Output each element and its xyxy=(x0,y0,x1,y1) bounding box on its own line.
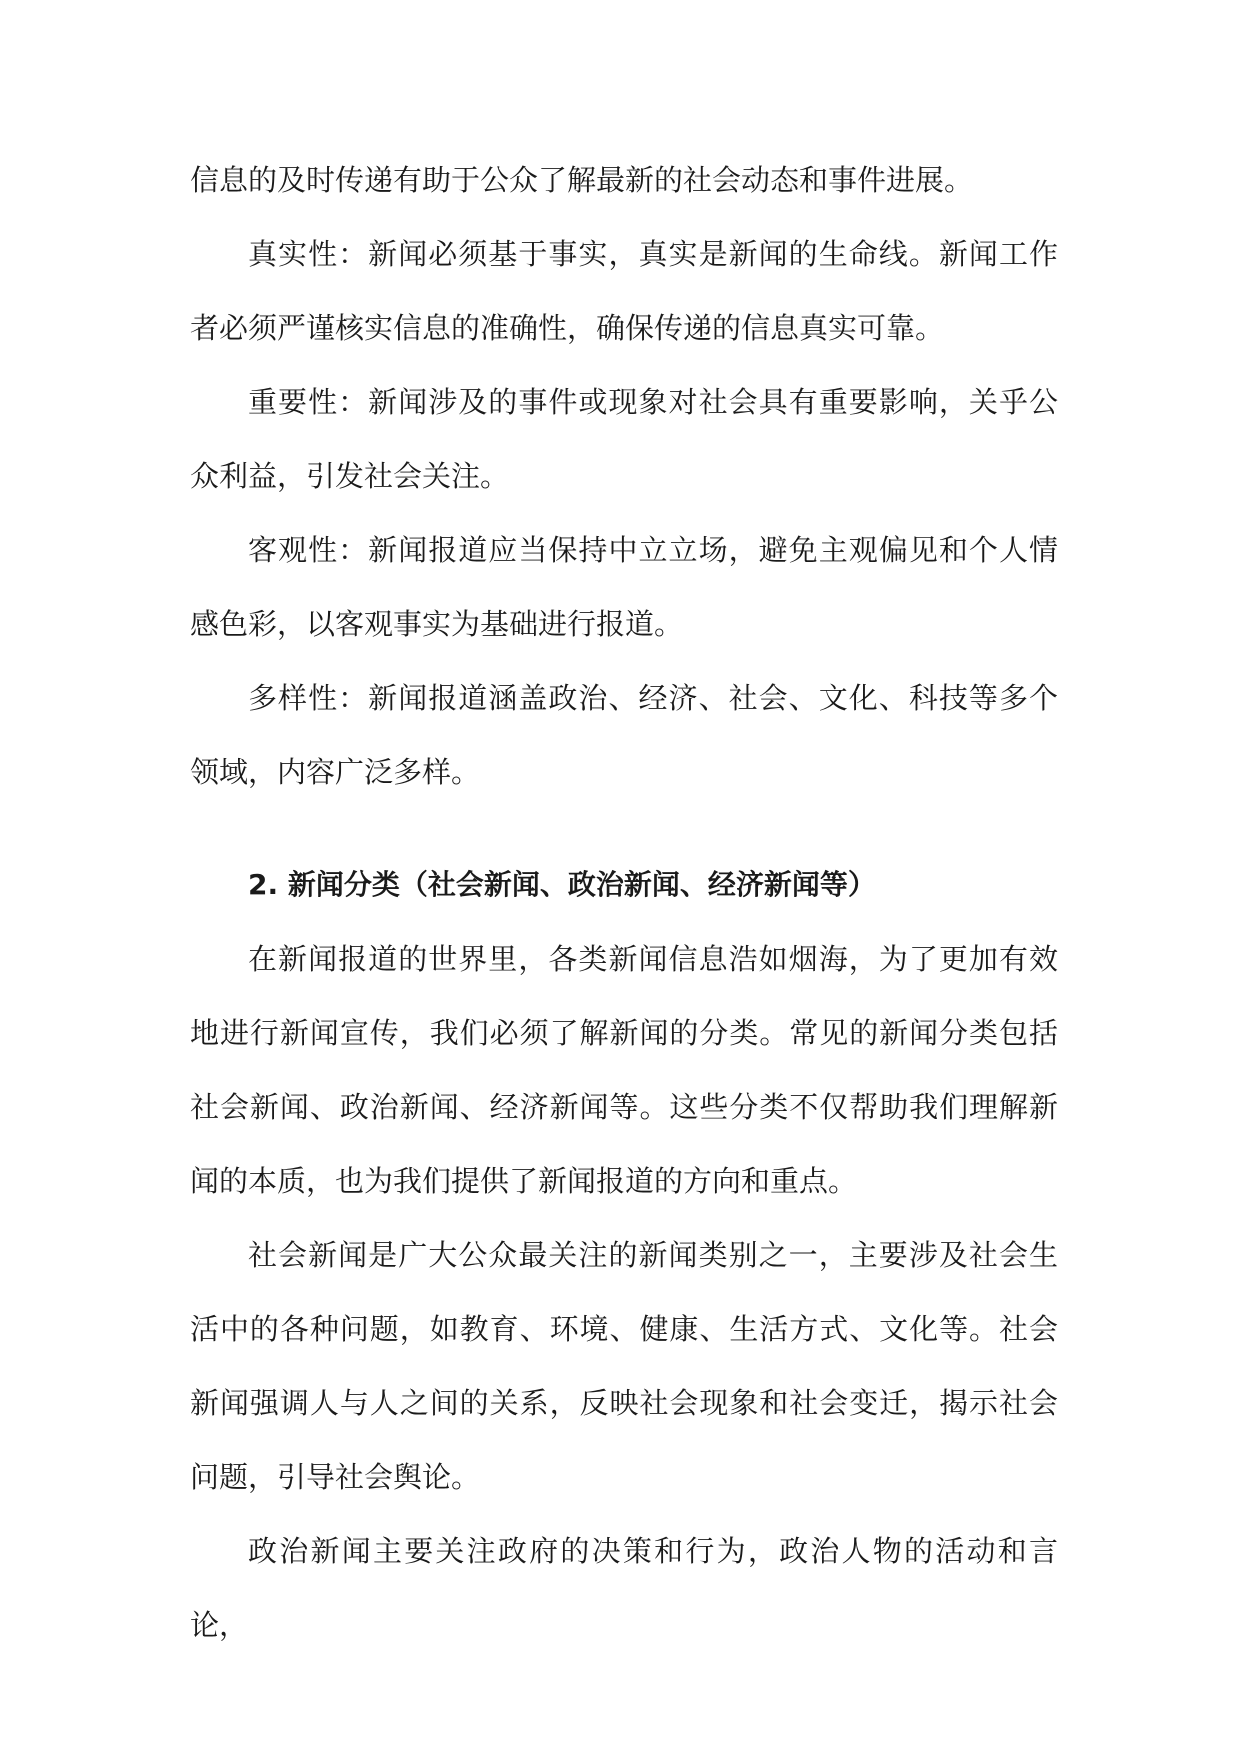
paragraph-social-news: 社会新闻是广大公众最关注的新闻类别之一，主要涉及社会生活中的各种问题，如教育、环境、健康、生活方式、文化等。社会新闻强调人与人之间的关系，反映社会现象和社会变迁，揭示社会问题，引导社会舆论。 xyxy=(190,1238,1058,1494)
paragraph-diversity: 多样性：新闻报道涵盖政治、经济、社会、文化、科技等多个领域，内容广泛多样。 xyxy=(190,681,1058,789)
document-body xyxy=(190,143,1058,1662)
paragraph-importance: 重要性：新闻涉及的事件或现象对社会具有重要影响，关乎公众利益，引发社会关注。 xyxy=(190,385,1058,493)
section-heading: 2. 新闻分类（社会新闻、政治新闻、经济新闻等） xyxy=(248,868,876,901)
paragraph-continuation: 信息的及时传递有助于公众了解最新的社会动态和事件进展。 xyxy=(190,163,974,197)
paragraph-authenticity: 真实性：新闻必须基于事实，真实是新闻的生命线。新闻工作者必须严谨核实信息的准确性，确保传递的信息真实可靠。 xyxy=(190,237,1058,345)
paragraph-political-news: 政治新闻主要关注政府的决策和行为，政治人物的活动和言论， xyxy=(190,1534,1058,1642)
paragraph-objectivity: 客观性：新闻报道应当保持中立立场，避免主观偏见和个人情感色彩，以客观事实为基础进行报道。 xyxy=(190,533,1058,641)
paragraph-classification-intro: 在新闻报道的世界里，各类新闻信息浩如烟海，为了更加有效地进行新闻宣传，我们必须了解新闻的分类。常见的新闻分类包括社会新闻、政治新闻、经济新闻等。这些分类不仅帮助我们理解新闻的本质，也为我们提供了新闻报道的方向和重点。 xyxy=(190,942,1058,1198)
